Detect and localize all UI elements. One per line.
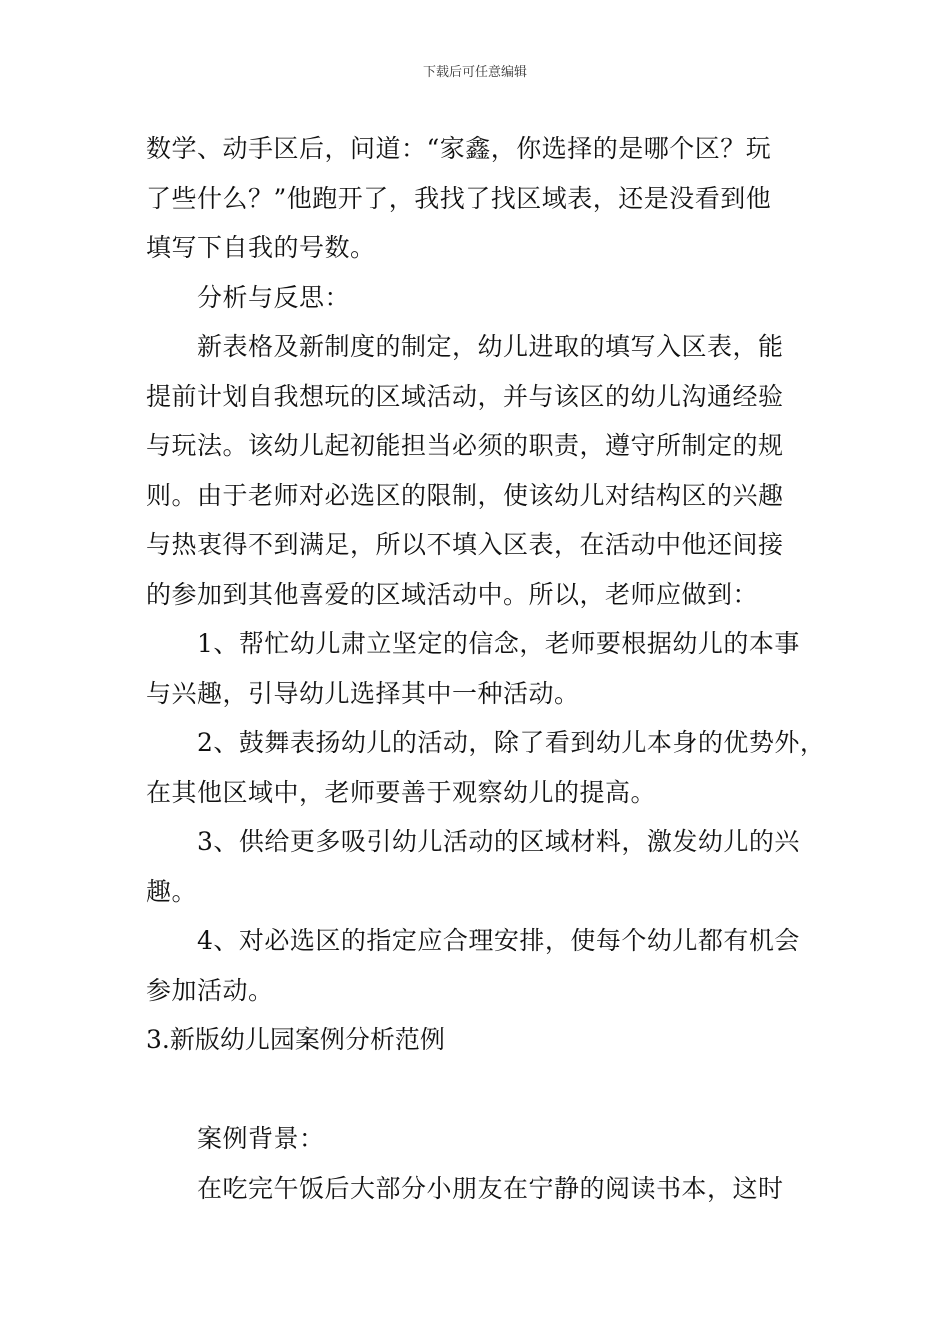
text-line: 数学、动手区后，问道：“家鑫，你选择的是哪个区？玩	[146, 134, 772, 163]
text-line: 填写下自我的号数。	[146, 233, 376, 262]
paragraph-line: 提前计划自我想玩的区域活动，并与该区的幼儿沟通经验	[146, 381, 784, 411]
list-item-1-cont: 与兴趣，引导幼儿选择其中一种活动。	[146, 678, 580, 708]
document-body	[146, 124, 826, 1213]
section-title: 3.新版幼儿园案例分析范例	[146, 1025, 445, 1054]
page-header: 下载后可任意编辑	[422, 65, 527, 80]
paragraph-line: 与热衷得不到满足，所以不填入区表，在活动中他还间接	[146, 530, 784, 559]
list-item-4: 4、对必选区的指定应合理安排，使每个幼儿都有机会	[197, 926, 800, 955]
list-item-3-cont: 趣。	[146, 876, 198, 906]
list-item-4-cont: 参加活动。	[146, 975, 274, 1005]
paragraph-line: 则。由于老师对必选区的限制，使该幼儿对结构区的兴趣	[146, 480, 784, 510]
paragraph-line: 的参加到其他喜爱的区域活动中。所以，老师应做到：	[146, 579, 759, 609]
section-heading-background: 案例背景：	[197, 1124, 325, 1153]
paragraph-line: 与玩法。该幼儿起初能担当必须的职责，遵守所制定的规	[146, 431, 784, 460]
list-item-3: 3、供给更多吸引幼儿活动的区域材料，激发幼儿的兴	[197, 827, 800, 856]
paragraph-line: 在吃完午饭后大部分小朋友在宁静的阅读书本，这时	[197, 1173, 784, 1203]
list-item-2: 2、鼓舞表扬幼儿的活动，除了看到幼儿本身的优势外，	[197, 728, 826, 757]
section-heading-analysis: 分析与反思：	[197, 282, 351, 312]
list-item-1: 1、帮忙幼儿肃立坚定的信念，老师要根据幼儿的本事	[197, 629, 800, 658]
text-line: 了些什么？”他跑开了，我找了找区域表，还是没看到他	[146, 183, 772, 213]
list-item-2-cont: 在其他区域中，老师要善于观察幼儿的提高。	[146, 777, 657, 807]
paragraph-line: 新表格及新制度的制定，幼儿进取的填写入区表，能	[197, 332, 784, 361]
blank-line	[146, 1065, 816, 1115]
